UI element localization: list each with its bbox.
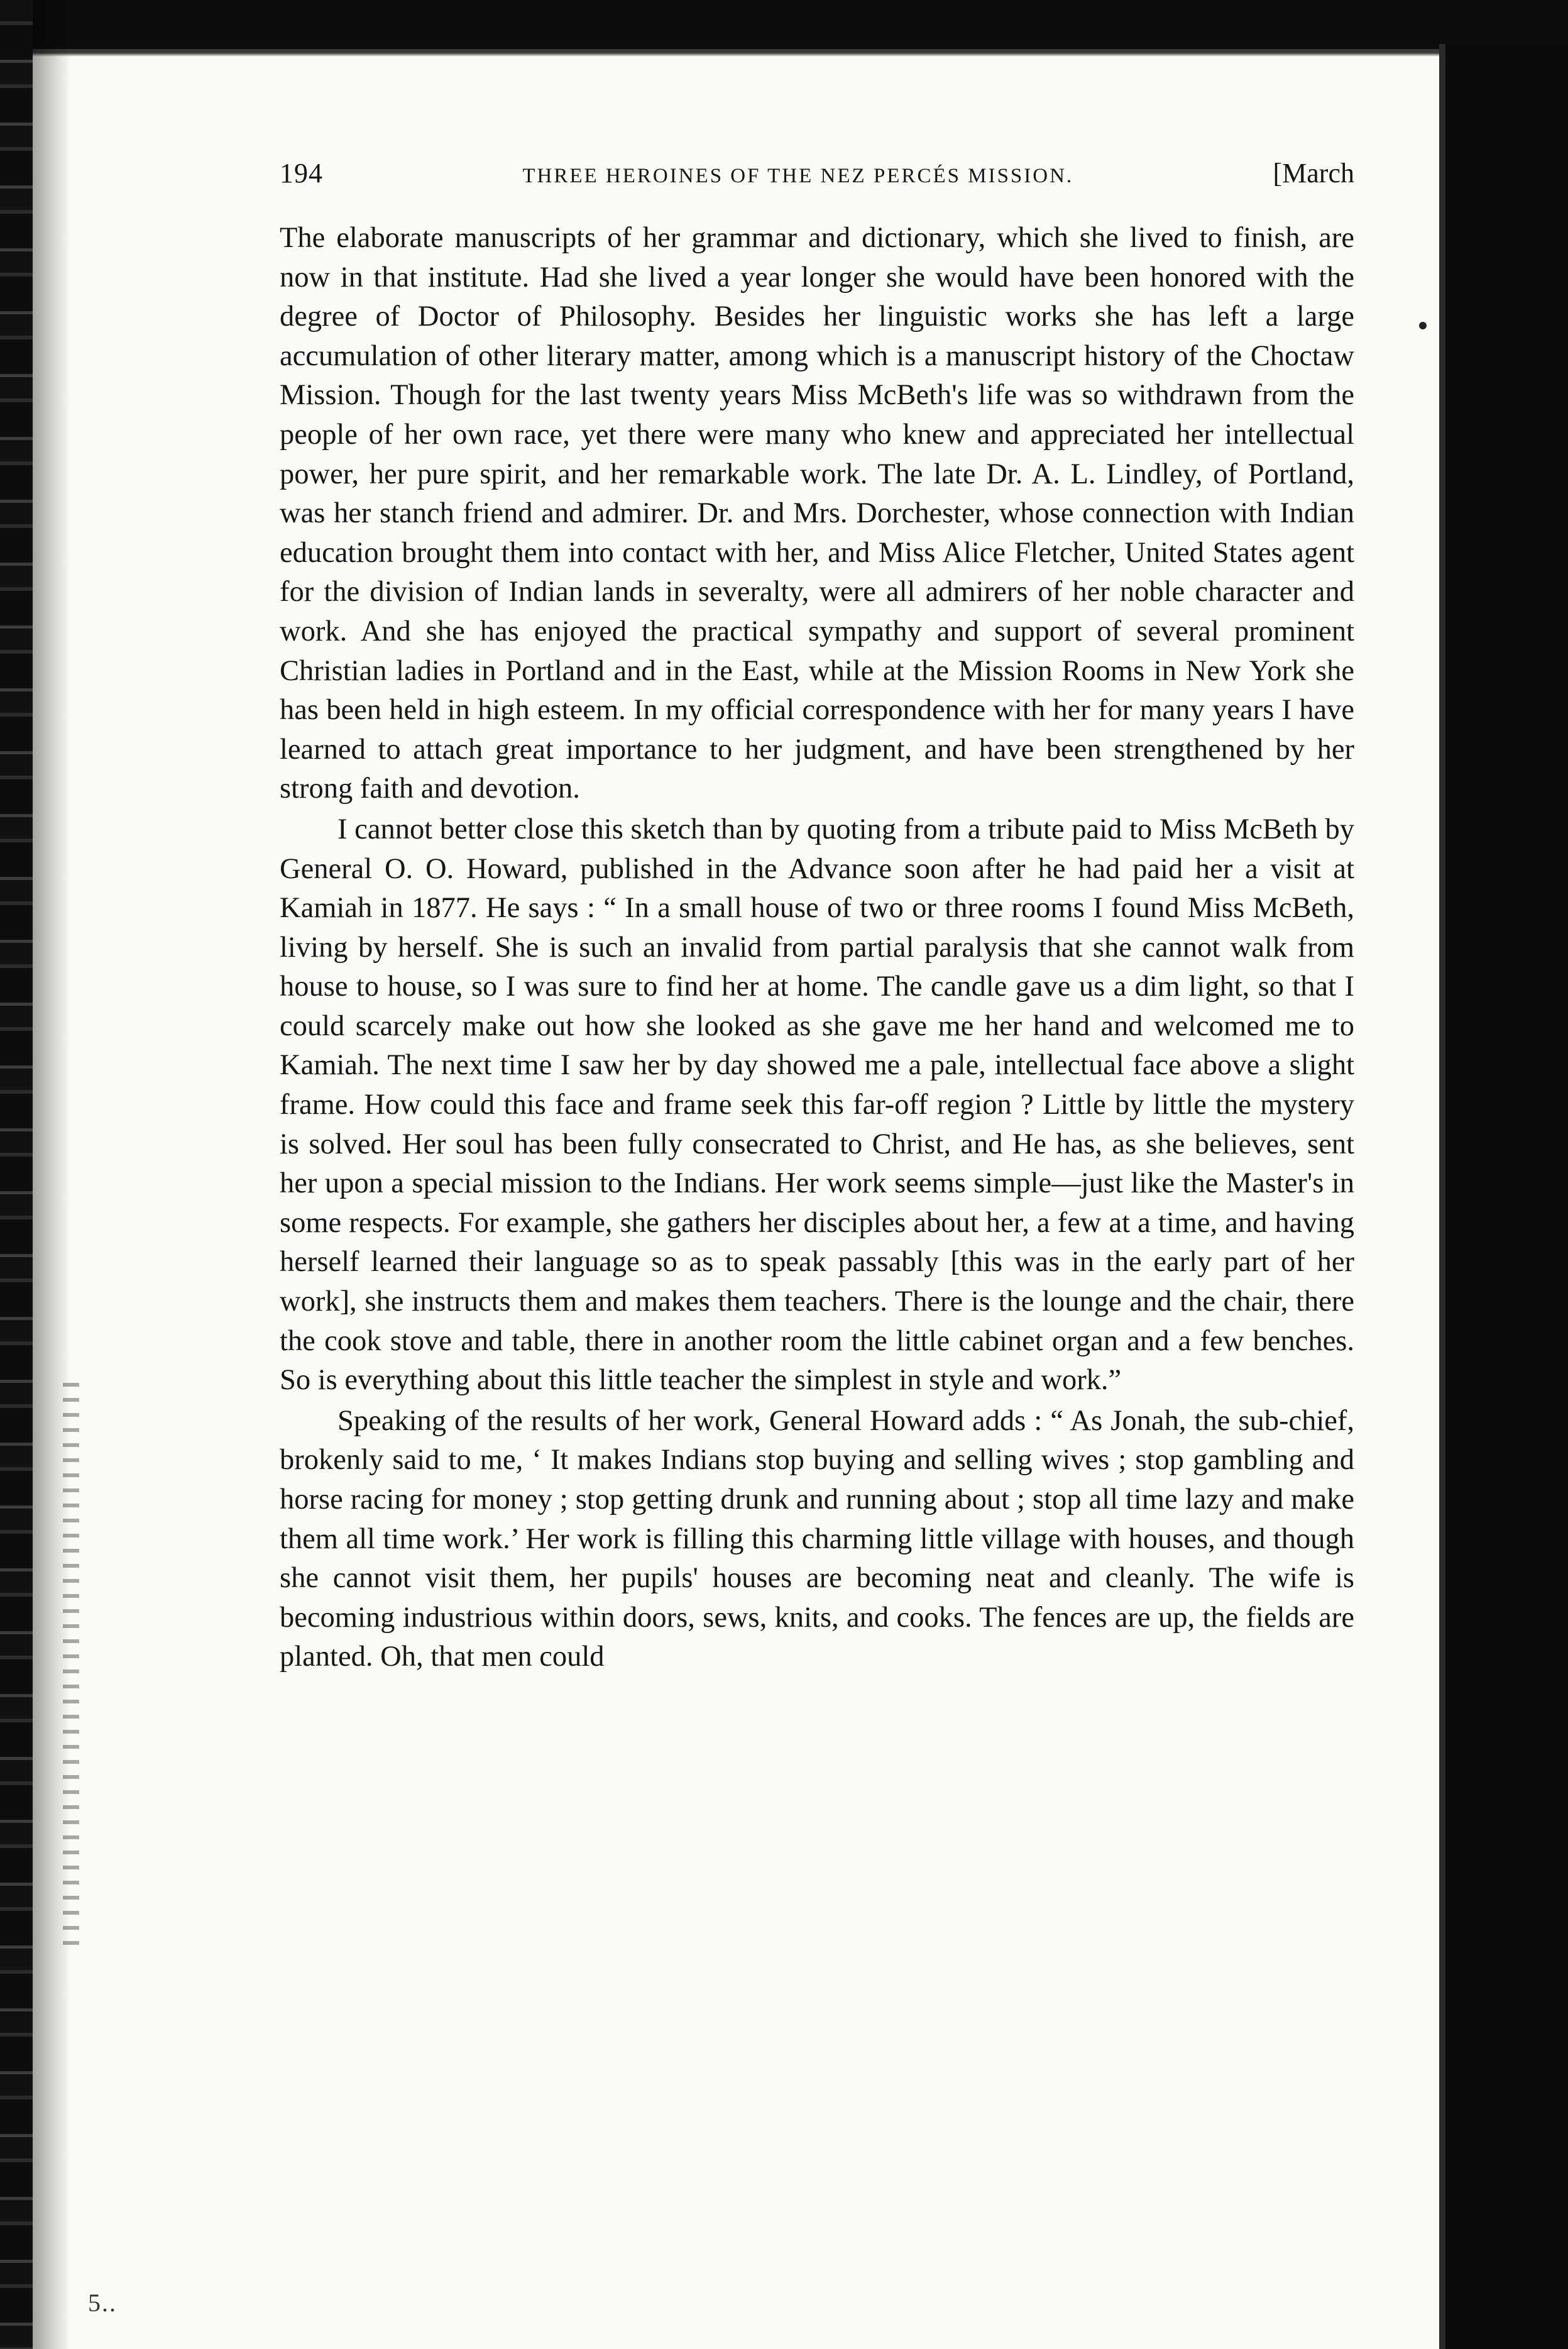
scan-right-edge	[1439, 44, 1568, 2349]
page-number: 194	[280, 158, 323, 189]
running-head-month: [March	[1273, 158, 1354, 189]
paragraph-1: The elaborate manuscripts of her grammar and dictionary, which she lived to finish, are now in that institute. Had she lived a year longer she would have been honored with the degree of Doctor of Philosophy. Besides her linguistic works she has left a large accumulation of other literary matter, among which is a manuscript history of the Choctaw Mission. Though for the last twenty years Miss McBeth's life was so withdrawn from the people of her own race, yet there were many who knew and appreciated her intellectual power, her pure spirit, and her remarkable work. The late Dr. A. L. Lindley, of Portland, was her stanch friend and admirer. Dr. and Mrs. Dorchester, whose connection with Indian education brought them into contact with her, and Miss Alice Fletcher, United States agent for the division of Indian lands in severalty, were all admirers of her noble character and work. And she has enjoyed the practical sympathy and support of several prominent Christian ladies in Portland and in the East, while at the Mission Rooms in New York she has been held in high esteem. In my official correspondence with her for many years I have learned to attach great importance to her judgment, and have been strengthened by her strong faith and devotion.	[280, 222, 1354, 805]
running-head-title: THREE HEROINES OF THE NEZ PERCÉS MISSION.	[522, 165, 1074, 187]
scan-gutter-marks	[63, 1383, 79, 1949]
scan-top-edge	[0, 0, 1568, 57]
scan-left-binding-edge	[0, 0, 33, 2349]
bottom-signature-mark: 5..	[88, 2289, 117, 2317]
paragraph-3: Speaking of the results of her work, General Howard adds : “ As Jonah, the sub-chief, brokenly said to me, ‘ It makes Indians stop buying and selling wives ; stop gambling and horse racing for money ; stop getting drunk and running about ; stop all time lazy and make them all time work.’ Her work is filling this charming little village with houses, and though she cannot visit them, her pupils' houses are becoming neat and cleanly. The wife is becoming industrious within doors, sews, knits, and cooks. The fences are up, the fields are planted. Oh, that men could	[280, 1404, 1354, 1673]
running-head	[280, 157, 1354, 201]
book-page	[280, 157, 1354, 1677]
scan-left-shadow	[33, 0, 70, 2349]
margin-speck	[1419, 322, 1427, 329]
paragraph-2: I cannot better close this sketch than by quoting from a tribute paid to Miss McBeth by General O. O. Howard, published in the Advance soon after he had paid her a visit at Kamiah in 1877. He says : “ In a small house of two or three rooms I found Miss McBeth, living by herself. She is such an invalid from partial paralysis that she cannot walk from house to house, so I was sure to find her at home. The candle gave us a dim light, so that I could scarcely make out how she looked as she gave me her hand and welcomed me to Kamiah. The next time I saw her by day showed me a pale, intellectual face above a slight frame. How could this face and frame seek this far-off region ? Little by little the mystery is solved. Her soul has been fully consecrated to Christ, and He has, as she believes, sent her upon a special mission to the Indians. Her work seems simple—just like the Master's in some respects. For example, she gathers her disciples about her, a few at a time, and having herself learned their language so as to speak passably [this was in the early part of her work], she instructs them and makes them teachers. There is the lounge and the chair, there the cook stove and table, there in another room the little cabinet organ and a few benches. So is everything about this little teacher the simplest in style and work.”	[280, 813, 1354, 1397]
